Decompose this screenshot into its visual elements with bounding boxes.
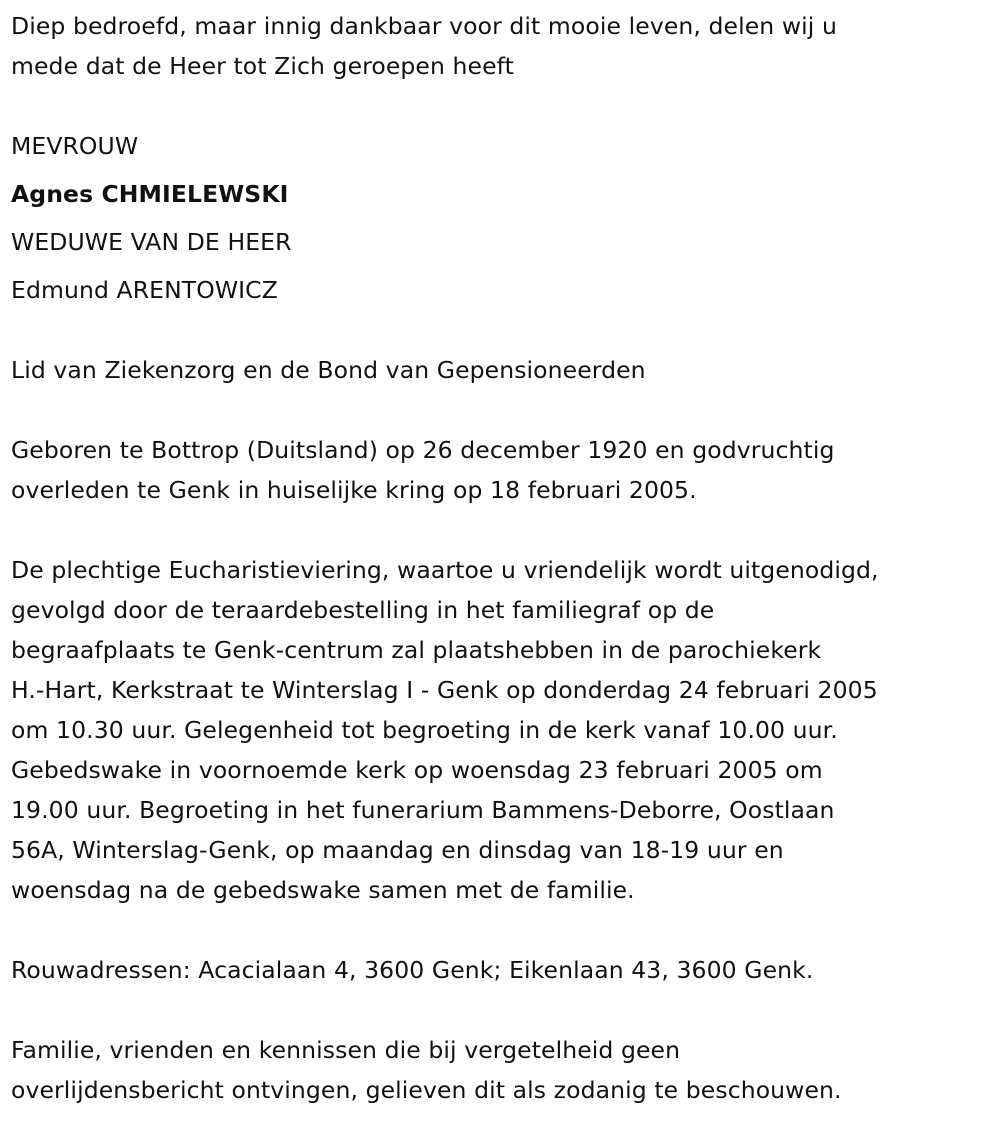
death-notice bbox=[11, 6, 996, 1110]
intro-line: mede dat de Heer tot Zich geroepen heeft bbox=[11, 52, 514, 80]
ceremony-paragraph bbox=[11, 550, 996, 910]
birth-death-paragraph bbox=[11, 430, 996, 510]
intro-line: Diep bedroefd, maar innig dankbaar voor dit mooie leven, delen wij u bbox=[11, 12, 837, 40]
ceremony-line: 19.00 uur. Begroeting in het funerarium Bammens-Deborre, Oostlaan bbox=[11, 796, 835, 824]
title-prefix: MEVROUW bbox=[11, 132, 139, 160]
addresses-paragraph bbox=[11, 950, 996, 990]
relation-label: WEDUWE VAN DE HEER bbox=[11, 228, 292, 256]
paragraph-gap bbox=[11, 86, 996, 126]
paragraph-gap bbox=[11, 314, 996, 350]
addresses-line: Rouwadressen: Acacialaan 4, 3600 Genk; Eikenlaan 43, 3600 Genk. bbox=[11, 956, 814, 984]
ceremony-line: woensdag na de gebedswake samen met de familie. bbox=[11, 876, 635, 904]
ceremony-line: begraafplaats te Genk-centrum zal plaatshebben in de parochiekerk bbox=[11, 636, 822, 664]
closing-line: overlijdensbericht ontvingen, gelieven dit als zodanig te beschouwen. bbox=[11, 1076, 842, 1104]
deceased-name: Agnes CHMIELEWSKI bbox=[11, 180, 289, 208]
birth-death-line: overleden te Genk in huiselijke kring op 18 februari 2005. bbox=[11, 476, 697, 504]
membership-line: Lid van Ziekenzorg en de Bond van Gepensioneerden bbox=[11, 356, 646, 384]
paragraph-gap bbox=[11, 510, 996, 550]
name-block bbox=[11, 126, 996, 314]
ceremony-line: Gebedswake in voornoemde kerk op woensdag 23 februari 2005 om bbox=[11, 756, 823, 784]
intro-paragraph bbox=[11, 6, 996, 86]
ceremony-line: De plechtige Eucharistieviering, waartoe u vriendelijk wordt uitgenodigd, bbox=[11, 556, 879, 584]
birth-death-line: Geboren te Bottrop (Duitsland) op 26 december 1920 en godvruchtig bbox=[11, 436, 835, 464]
closing-paragraph bbox=[11, 1030, 996, 1110]
ceremony-line: H.-Hart, Kerkstraat te Winterslag I - Genk op donderdag 24 februari 2005 bbox=[11, 676, 878, 704]
closing-line: Familie, vrienden en kennissen die bij vergetelheid geen bbox=[11, 1036, 681, 1064]
ceremony-line: gevolgd door de teraardebestelling in het familiegraf op de bbox=[11, 596, 715, 624]
spouse-name: Edmund ARENTOWICZ bbox=[11, 276, 278, 304]
paragraph-gap bbox=[11, 390, 996, 430]
ceremony-line: 56A, Winterslag-Genk, op maandag en dinsdag van 18-19 uur en bbox=[11, 836, 784, 864]
ceremony-line: om 10.30 uur. Gelegenheid tot begroeting in de kerk vanaf 10.00 uur. bbox=[11, 716, 838, 744]
paragraph-gap bbox=[11, 910, 996, 950]
paragraph-gap bbox=[11, 990, 996, 1030]
membership-paragraph bbox=[11, 350, 996, 390]
